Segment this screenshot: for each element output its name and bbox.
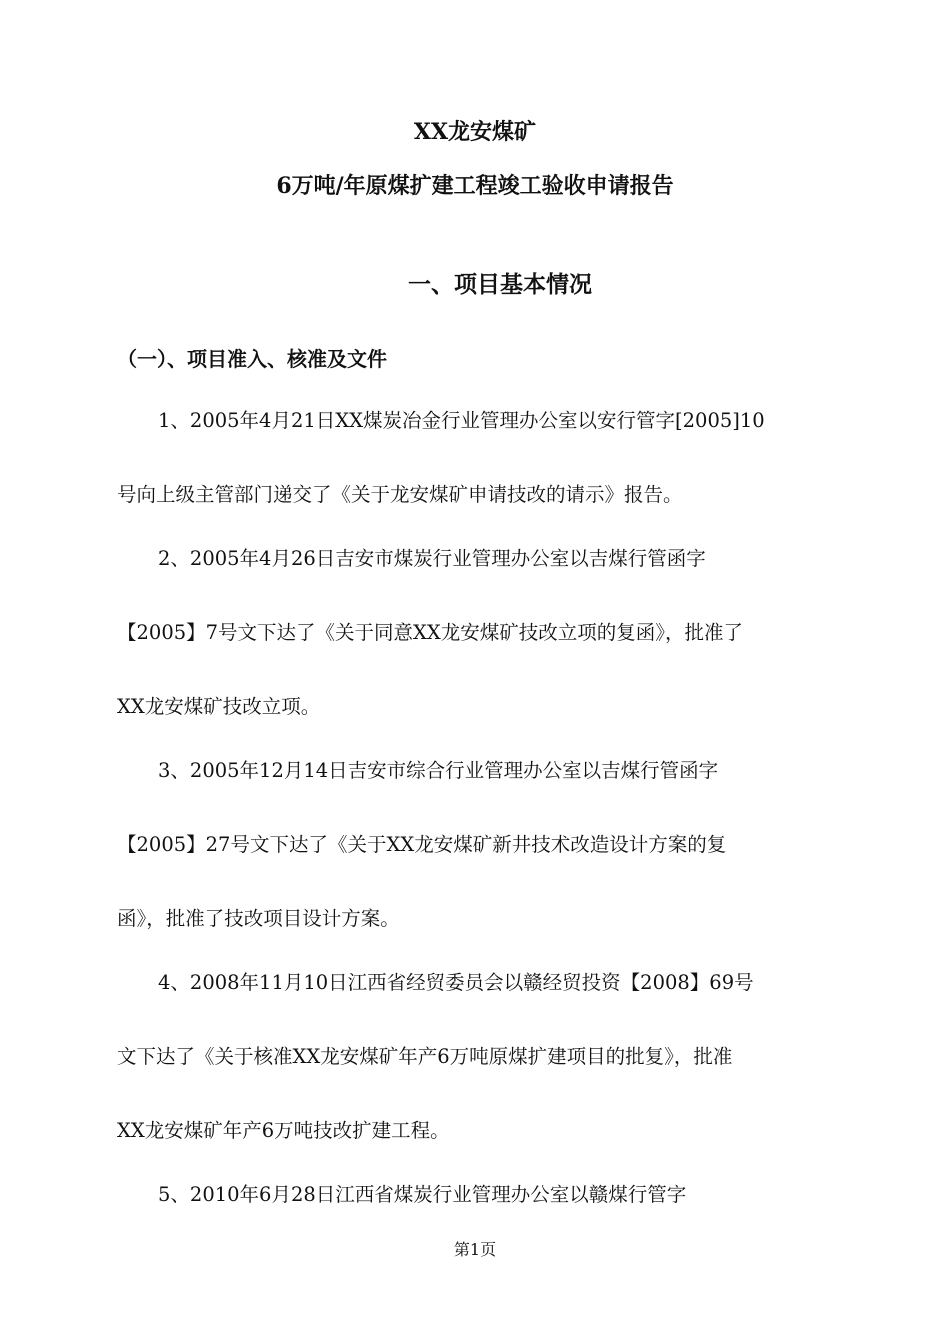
paragraph-line: 【2005】27号文下达了《关于XX龙安煤矿新井技术改造设计方案的复	[117, 833, 727, 856]
section-heading: （一）、项目准入、核准及文件	[117, 347, 387, 371]
paragraph-line: 函》，批准了技改项目设计方案。	[117, 907, 400, 930]
document-title-line-1: XX龙安煤矿	[413, 119, 537, 145]
paragraph-line: 5、2010年6月28日江西省煤炭行业管理办公室以赣煤行管字	[158, 1183, 687, 1206]
paragraph-line: XX龙安煤矿年产6万吨技改扩建工程。	[117, 1119, 450, 1142]
paragraph-line: 【2005】7号文下达了《关于同意XX龙安煤矿技改立项的复函》，批准了	[117, 621, 744, 644]
paragraph-line: XX龙安煤矿技改立项。	[117, 695, 321, 718]
paragraph-line: 2、2005年4月26日吉安市煤炭行业管理办公室以吉煤行管函字	[158, 547, 706, 570]
document-title-line-2: 6万吨/年原煤扩建工程竣工验收申请报告	[276, 173, 674, 199]
page-number: 第1页	[453, 1240, 497, 1259]
paragraph-line: 1、2005年4月21日XX煤炭冶金行业管理办公室以安行管字[2005]10	[158, 409, 765, 432]
paragraph-line: 3、2005年12月14日吉安市综合行业管理办公室以吉煤行管函字	[158, 759, 719, 782]
paragraph-line: 文下达了《关于核准XX龙安煤矿年产6万吨原煤扩建项目的批复》，批准	[117, 1045, 733, 1068]
paragraph-line: 4、2008年11月10日江西省经贸委员会以赣经贸投资【2008】69号	[158, 971, 754, 994]
chapter-heading: 一、项目基本情况	[408, 271, 592, 298]
paragraph-line: 号向上级主管部门递交了《关于龙安煤矿申请技改的请示》报告。	[117, 483, 683, 506]
